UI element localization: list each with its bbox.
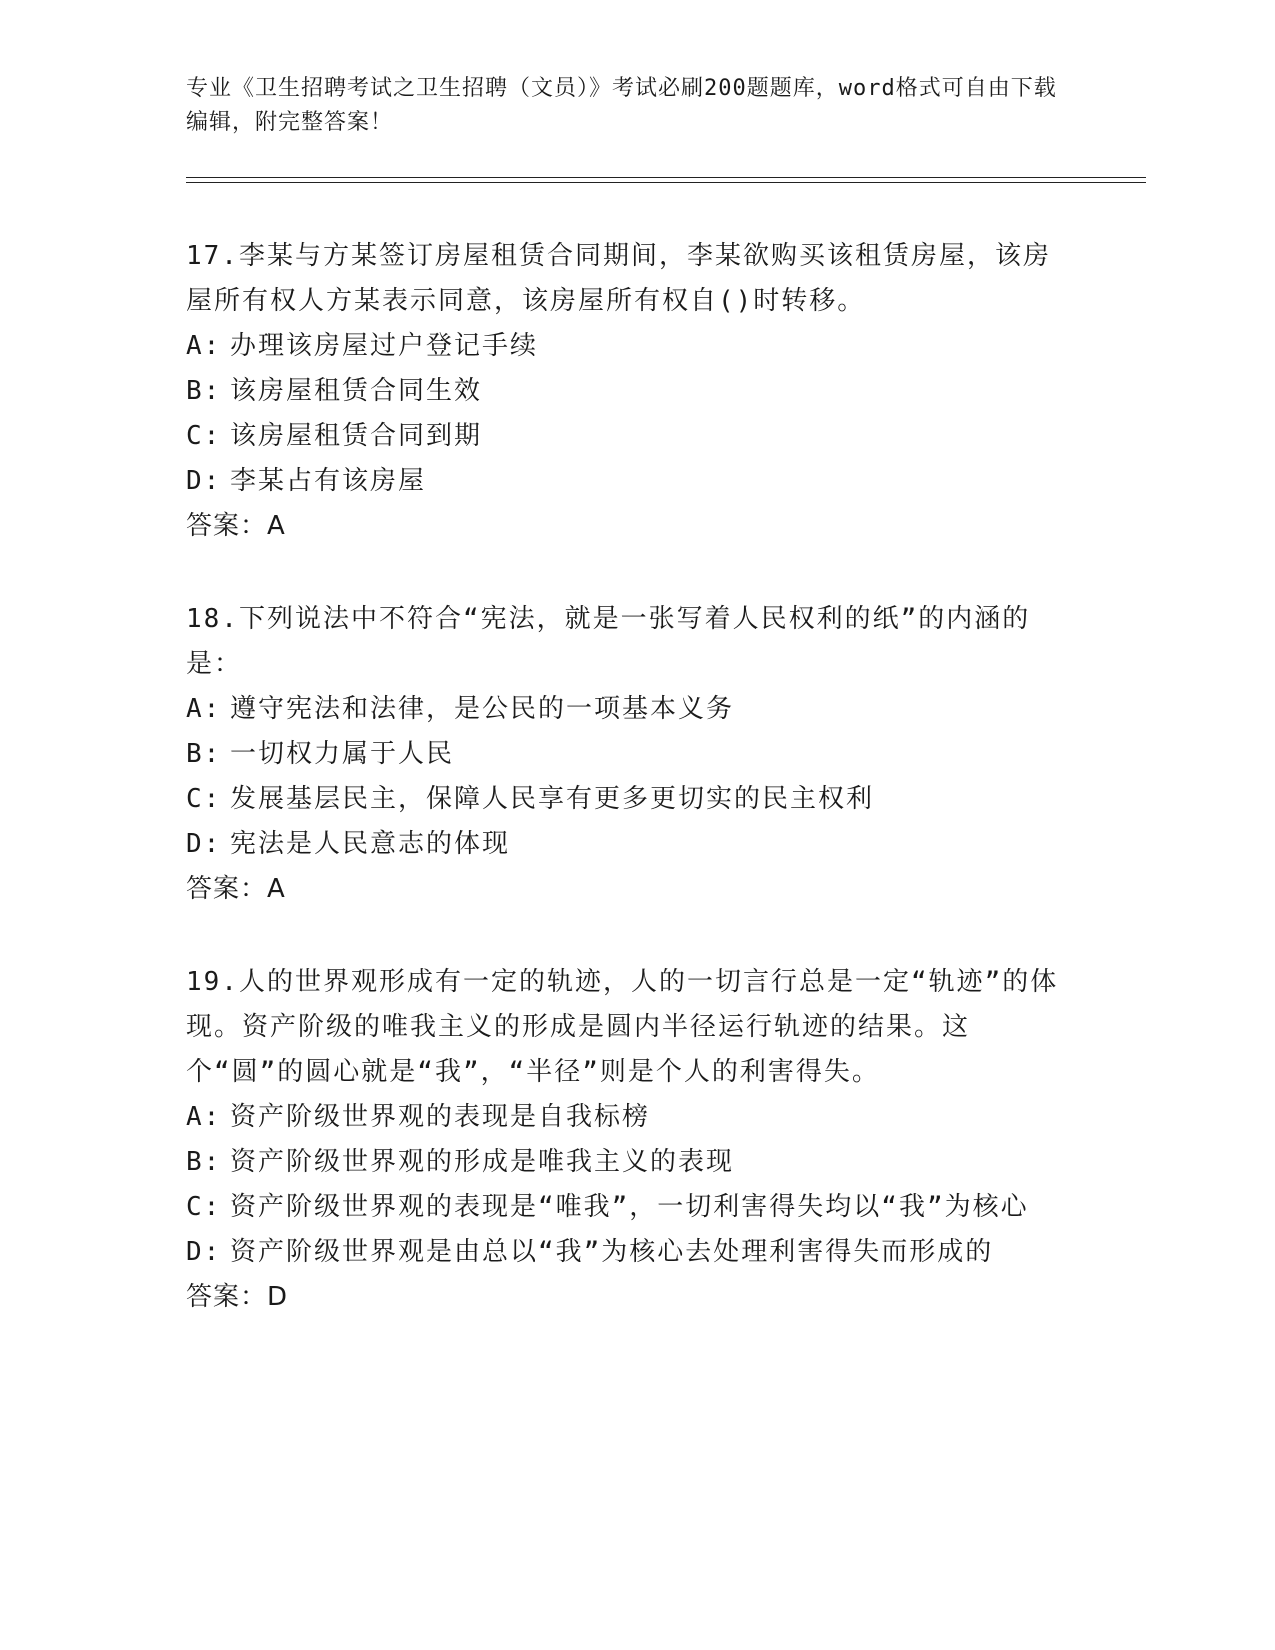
question-stem: 下列说法中不符合“宪法，就是一张写着人民权利的纸”的内涵的是： [186,604,1031,679]
header-title: 专业《卫生招聘考试之卫生招聘（文员）》考试必刷200题题库，word格式可自由下载编辑，附完整答案！ [186,76,1057,135]
option-text: 资产阶级世界观是由总以“我”为核心去处理利害得失而形成的 [230,1237,994,1267]
option-c [186,1185,1076,1230]
answer-line: 答案：A [186,874,286,904]
option-a [186,1095,1076,1140]
question-number: 19. [186,967,239,997]
option-key: B: [186,1147,222,1177]
option-key: D: [186,466,222,496]
option-key: A: [186,331,222,361]
option-text: 该房屋租赁合同生效 [230,376,483,406]
answer-line: 答案：D [186,1282,289,1312]
option-text: 宪法是人民意志的体现 [230,829,511,859]
option-c [186,777,1076,822]
option-text: 遵守宪法和法律，是公民的一项基本义务 [230,694,735,724]
option-d [186,822,1076,867]
document-header [186,72,1066,140]
option-b [186,369,1076,414]
header-divider-top [186,177,1146,178]
question-19 [186,960,1076,1320]
question-number: 17. [186,241,239,271]
option-a [186,687,1076,732]
question-stem: 人的世界观形成有一定的轨迹，人的一切言行总是一定“轨迹”的体现。资产阶级的唯我主义的形成是圆内半径运行轨迹的结果。这个“圆”的圆心就是“我”，“半径”则是个人的利害得失。 [186,967,1059,1087]
option-text: 资产阶级世界观的形成是唯我主义的表现 [230,1147,735,1177]
option-d [186,1230,1076,1275]
option-key: C: [186,1192,222,1222]
question-stem: 李某与方某签订房屋租赁合同期间，李某欲购买该租赁房屋，该房屋所有权人方某表示同意，该房屋所有权自()时转移。 [186,241,1051,316]
header-divider-bottom [186,182,1146,183]
option-a [186,324,1076,369]
question-text [186,597,1076,687]
option-b [186,732,1076,777]
question-18 [186,597,1076,912]
option-key: A: [186,1102,222,1132]
answer-line: 答案：A [186,511,286,541]
option-text: 李某占有该房屋 [230,466,427,496]
option-text: 资产阶级世界观的表现是自我标榜 [230,1102,651,1132]
option-text: 发展基层民主，保障人民享有更多更切实的民主权利 [230,784,875,814]
option-key: A: [186,694,222,724]
question-17 [186,234,1076,549]
option-key: B: [186,376,222,406]
option-key: C: [186,421,222,451]
option-text: 办理该房屋过户登记手续 [230,331,539,361]
option-key: B: [186,739,222,769]
option-text: 一切权力属于人民 [230,739,455,769]
option-b [186,1140,1076,1185]
option-key: D: [186,1237,222,1267]
question-number: 18. [186,604,239,634]
question-text [186,960,1076,1095]
option-key: C: [186,784,222,814]
option-d [186,459,1076,504]
option-text: 资产阶级世界观的表现是“唯我”，一切利害得失均以“我”为核心 [230,1192,1029,1222]
option-text: 该房屋租赁合同到期 [230,421,483,451]
option-key: D: [186,829,222,859]
question-text [186,234,1076,324]
option-c [186,414,1076,459]
